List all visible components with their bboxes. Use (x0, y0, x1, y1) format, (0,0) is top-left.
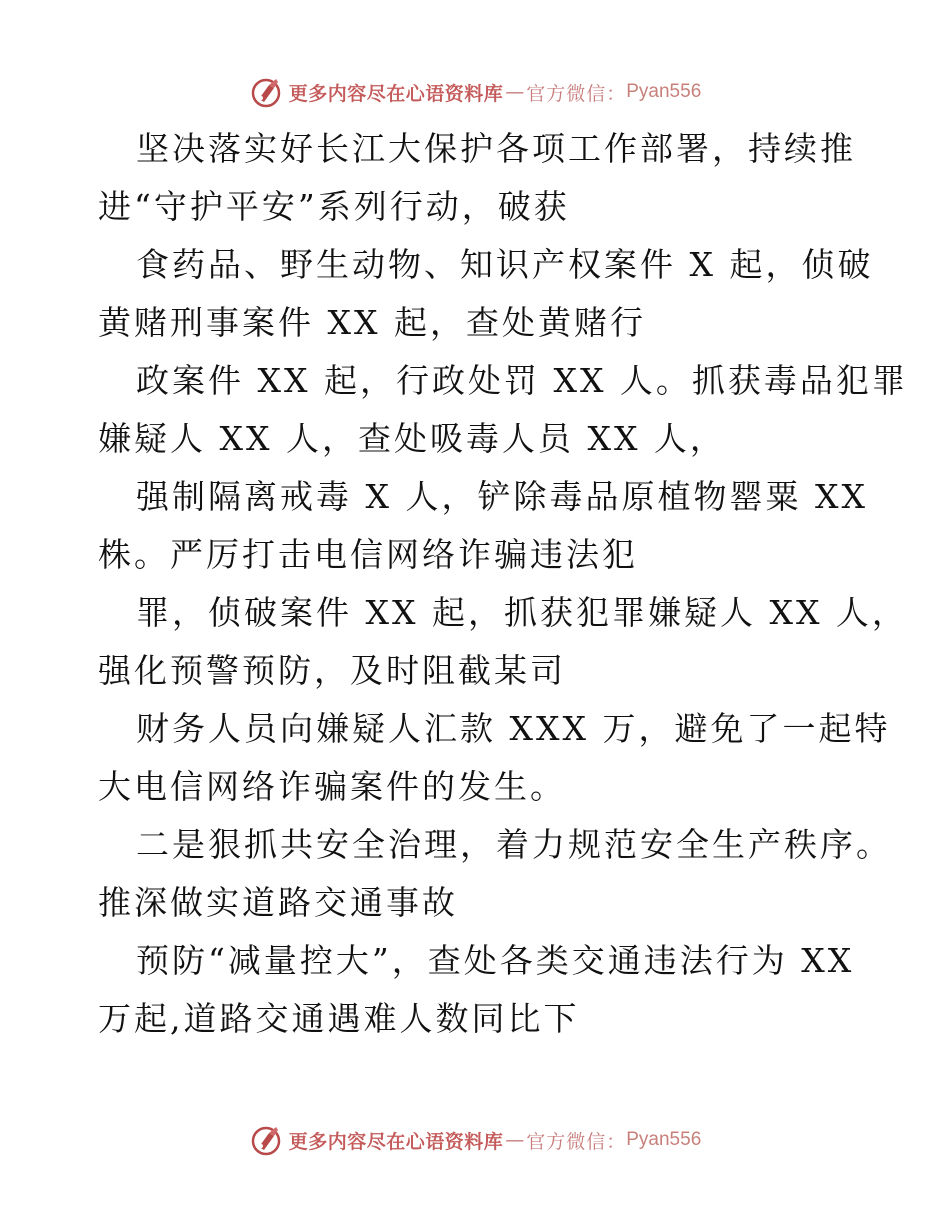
text-line: 二是狠抓共安全治理，着力规范安全生产秩序。 (136, 825, 892, 864)
text-line: 政案件 XX 起，行政处罚 XX 人。抓获毒品犯罪 (136, 361, 908, 400)
watermark-separator: — (505, 1129, 525, 1151)
text-line: 嫌疑人 XX 人，查处吸毒人员 XX 人， (98, 419, 726, 458)
header-watermark (0, 72, 950, 112)
watermark-id: Pyan556 (626, 1129, 702, 1150)
watermark-separator: — (505, 81, 525, 103)
text-line: 黄赌刑事案件 XX 起，查处黄赌行 (98, 303, 646, 342)
watermark-label: 官方微信： (526, 82, 627, 105)
watermark-label: 官方微信： (526, 1130, 627, 1153)
text-line: 推深做实道路交通事故 (98, 883, 458, 922)
watermark-brand: 更多内容尽在心语资料库 (288, 82, 504, 105)
text-line: 万起,道路交通遇难人数同比下 (98, 999, 580, 1038)
text-line: 财务人员向嫌疑人汇款 XXX 万，避免了一起特 (136, 709, 891, 748)
document-body (98, 120, 908, 1048)
text-line: 罪，侦破案件 XX 起，抓获犯罪嫌疑人 XX 人， (136, 593, 908, 632)
text-line: 坚决落实好长江大保护各项工作部署，持续推 (136, 129, 856, 168)
footer-watermark (0, 1120, 950, 1160)
pen-logo-icon (249, 75, 283, 109)
text-line: 大电信网络诈骗案件的发生。 (98, 767, 566, 806)
text-line: 株。严厉打击电信网络诈骗违法犯 (98, 535, 638, 574)
text-line: 预防“减量控大”，查处各类交通违法行为 XX (136, 941, 855, 980)
watermark-brand: 更多内容尽在心语资料库 (288, 1130, 504, 1153)
text-line: 食药品、野生动物、知识产权案件 X 起，侦破 (136, 245, 874, 284)
text-line: 进“守护平安”系列行动，破获 (98, 187, 570, 226)
pen-logo-icon (249, 1123, 283, 1157)
text-line: 强化预警预防，及时阻截某司 (98, 651, 566, 690)
text-line: 强制隔离戒毒 X 人，铲除毒品原植物罂粟 XX (136, 477, 868, 516)
watermark-id: Pyan556 (626, 81, 702, 102)
